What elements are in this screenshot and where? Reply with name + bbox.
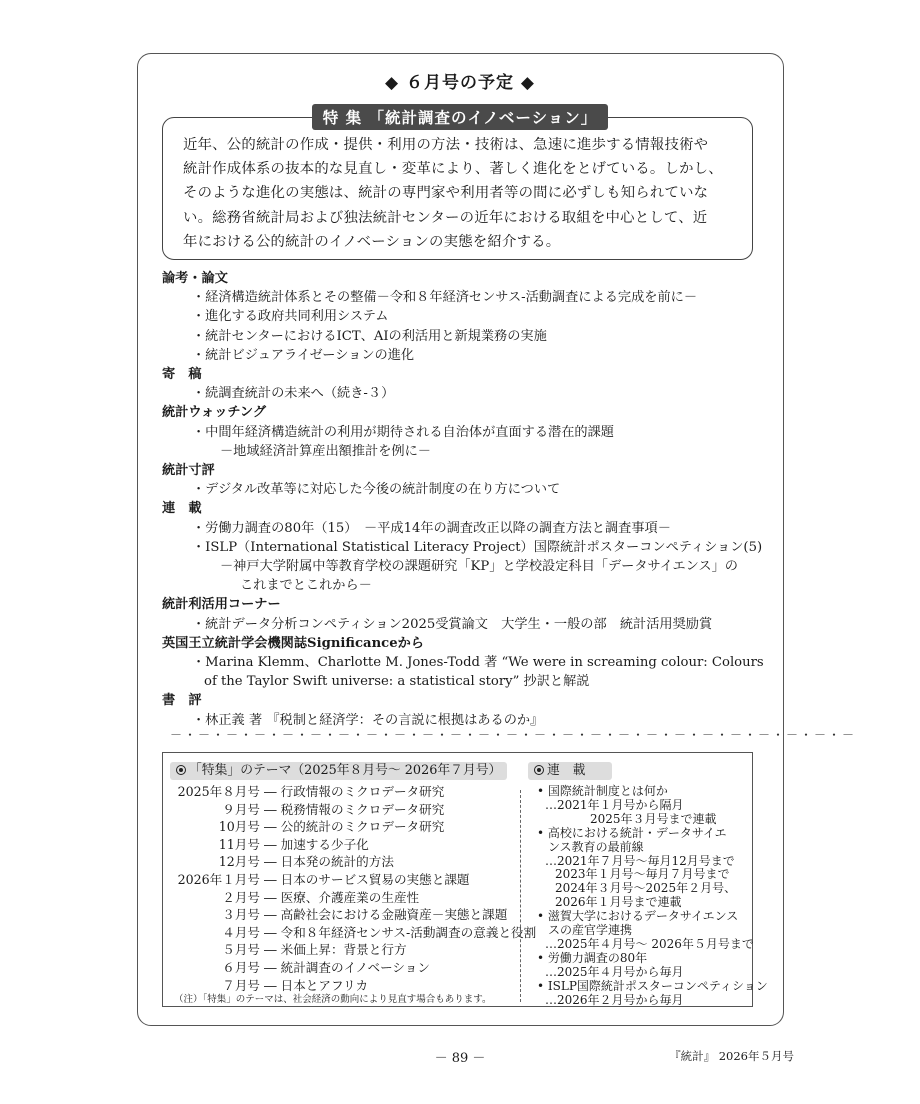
section-heading: 寄 稿	[162, 367, 202, 382]
section-heading: 統計利活用コーナー	[162, 597, 281, 613]
page-title: ◆ ６月号の予定 ◆	[385, 73, 535, 93]
contents-item: ・進化する政府共同利用システム	[192, 309, 389, 325]
serial-detail: 2024年３月号～2025年２月号、	[555, 881, 737, 896]
theme-month: ９月号	[222, 801, 260, 817]
contents-item: これまでとこれから－	[240, 578, 372, 594]
section-heading: 統計ウォッチング	[162, 405, 267, 421]
contents-item: －地域経済計算産出額推計を例に－	[220, 443, 431, 459]
theme-row	[174, 959, 430, 976]
theme-month: ７月号	[222, 977, 260, 993]
serial-detail: ンス教育の最前線	[548, 839, 644, 854]
feature-line: 近年、公的統計の作成・提供・利用の方法・技術は、急速に進歩する情報技術や	[183, 137, 709, 153]
theme-dash: ―	[264, 819, 277, 835]
theme-dash: ―	[264, 977, 277, 993]
contents-item: ・労働力調査の80年（15） －平成14年の調査改正以降の調査方法と調査事項－	[192, 520, 671, 536]
serial-title: • 滋賀大学におけるデータサイエンス	[537, 909, 739, 924]
theme-dash: ―	[264, 942, 277, 958]
theme-month: ６月号	[222, 960, 260, 975]
theme-title: 統計調査のイノベーション	[280, 960, 430, 975]
theme-row	[174, 871, 470, 888]
contents-item: of the Taylor Swift universe: a statistical story” 抄訳と解説	[204, 674, 590, 690]
themes-heading	[170, 762, 507, 780]
serial-detail: 2023年１月号～毎月７月号まで	[555, 867, 730, 882]
theme-title: 税務情報のミクロデータ研究	[280, 801, 445, 817]
theme-dash: ―	[264, 924, 277, 940]
feature-line: そのような進化の実態は、統計の専門家や利用者等の間に必ずしも知られていな	[183, 185, 709, 202]
section-heading: 論考・論文	[162, 271, 228, 286]
feature-summary-box	[162, 117, 753, 260]
theme-row	[174, 783, 444, 800]
theme-month: 12月号	[218, 854, 260, 870]
page-number: － 89 －	[434, 1051, 486, 1066]
theme-month: ５月号	[222, 942, 260, 958]
theme-dash: ―	[264, 784, 277, 799]
feature-label: 特 集 「統計調査のイノベーション」	[312, 104, 608, 130]
serials-heading-text: 連 載	[547, 763, 586, 778]
themes-note: （注）「特集」のテーマは、社会経済の動向により見直す場合もあります。	[174, 994, 492, 1005]
feature-line: 年における公的統計のイノベーションの実態を紹介する。	[183, 233, 561, 250]
theme-title: 加速する少子化	[280, 836, 369, 852]
theme-row	[174, 889, 419, 906]
target-icon	[534, 765, 544, 775]
theme-dash: ―	[264, 872, 277, 887]
theme-row	[174, 818, 444, 835]
serial-title: • ISLP国際統計ポスターコンペティション	[537, 978, 768, 993]
contents-item: ・中間年経済構造統計の利用が期待される自治体が直面する潜在的課題	[192, 424, 614, 440]
theme-title: 日本のサービス貿易の実態と課題	[280, 872, 470, 887]
theme-month: ２月号	[222, 889, 260, 905]
serial-detail: …2021年１月号から隔月	[545, 797, 684, 812]
themes-heading-text: 「特集」のテーマ（2025年８月号～ 2026年７月号）	[189, 763, 502, 778]
section-heading: 英国王立統計学会機関誌Significanceから	[162, 635, 424, 651]
theme-dash: ―	[264, 889, 277, 905]
theme-month: 2025年８月号	[177, 784, 260, 799]
theme-dash: ―	[264, 960, 277, 975]
theme-month: 11月号	[218, 836, 260, 852]
theme-month: 10月号	[218, 819, 260, 835]
contents-item: ・Marina Klemm、Charlotte M. Jones-Todd 著 “We were in screaming colour: Colours	[192, 655, 764, 670]
serial-detail: …2025年４月号から毎月	[545, 964, 684, 979]
serial-detail: スの産官学連携	[548, 923, 633, 937]
theme-title: 令和８年経済センサス‐活動調査の意義と役割	[280, 924, 537, 940]
theme-row	[174, 906, 507, 923]
theme-dash: ―	[264, 854, 277, 870]
serial-title: • 労働力調査の80年	[537, 950, 648, 965]
contents-item: ・統計データ分析コンペティション2025受賞論文 大学生・一般の部 統計活用奨励賞	[192, 616, 713, 632]
theme-title: 公的統計のミクロデータ研究	[280, 819, 445, 835]
target-icon	[176, 765, 186, 775]
theme-month: 2026年１月号	[177, 872, 260, 887]
theme-month: ３月号	[222, 907, 260, 923]
contents-item: ・林正義 著 『税制と経済学：その言説に根拠はあるのか』	[192, 712, 544, 728]
theme-title: 行政情報のミクロデータ研究	[280, 784, 445, 799]
theme-title: 米価上昇：背景と行方	[280, 942, 407, 958]
contents-item: ・統計ビジュアライゼーションの進化	[192, 347, 415, 363]
theme-row	[174, 836, 369, 853]
contents-item: ・続調査統計の未来へ（続き‐３）	[192, 386, 395, 402]
theme-row	[174, 801, 444, 818]
serial-detail: …2026年２月号から毎月	[545, 992, 684, 1007]
serial-detail: 2025年３月号まで連載	[590, 811, 717, 826]
feature-line: 統計作成体系の抜本的な見直し・変革により、著しく進化をとげている。しかし、	[183, 161, 723, 178]
serial-title: • 国際統計制度とは何か	[537, 784, 668, 798]
theme-dash: ―	[264, 836, 277, 852]
serial-detail: …2025年４月号～ 2026年５月号まで	[545, 936, 754, 951]
theme-title: 高齢社会における金融資産－実態と課題	[280, 907, 508, 923]
theme-row	[174, 924, 536, 941]
contents-item: ・経済構造統計体系とその整備－令和８年経済センサス‐活動調査による完成を前に－	[192, 290, 698, 306]
contents-item: ・ISLP（International Statistical Literacy Project）国際統計ポスターコンペティション(5)	[192, 539, 763, 555]
serial-detail: 2026年１月号まで連載	[555, 895, 682, 910]
section-heading: 統計寸評	[162, 463, 215, 478]
theme-row	[174, 941, 407, 958]
contents-item: ・デジタル改革等に対応した今後の統計制度の在り方について	[192, 482, 561, 498]
contents-item: ・統計センターにおけるICT、AIの利活用と新規業務の実施	[192, 328, 547, 344]
dashed-divider: －・－・－・－・－・－・－・－・－・－・－・－・－・－・－・－・－・－・－・－・－・－・－・－・－	[170, 728, 857, 742]
theme-title: 日本発の統計的方法	[280, 854, 394, 870]
theme-row	[174, 853, 394, 870]
theme-title: 医療、介護産業の生産性	[280, 889, 420, 905]
theme-title: 日本とアフリカ	[280, 977, 369, 993]
serial-title: • 高校における統計・データサイエ	[537, 825, 727, 840]
serials-heading	[528, 762, 612, 780]
magazine-issue: 『統計』 2026年５月号	[669, 1049, 794, 1063]
feature-line: い。総務省統計局および独法統計センターの近年における取組を中心として、近	[183, 209, 708, 226]
column-separator	[520, 790, 521, 1002]
theme-dash: ―	[264, 907, 277, 923]
contents-item: －神戸大学附属中等教育学校の課題研究「KP」と学校設定科目「データサイエンス」の	[220, 559, 738, 574]
section-heading: 書 評	[162, 693, 202, 709]
theme-dash: ―	[264, 801, 277, 817]
theme-month: ４月号	[222, 924, 260, 940]
serial-detail: …2021年７月号～毎月12月号まで	[545, 853, 735, 868]
section-heading: 連 載	[162, 501, 202, 517]
